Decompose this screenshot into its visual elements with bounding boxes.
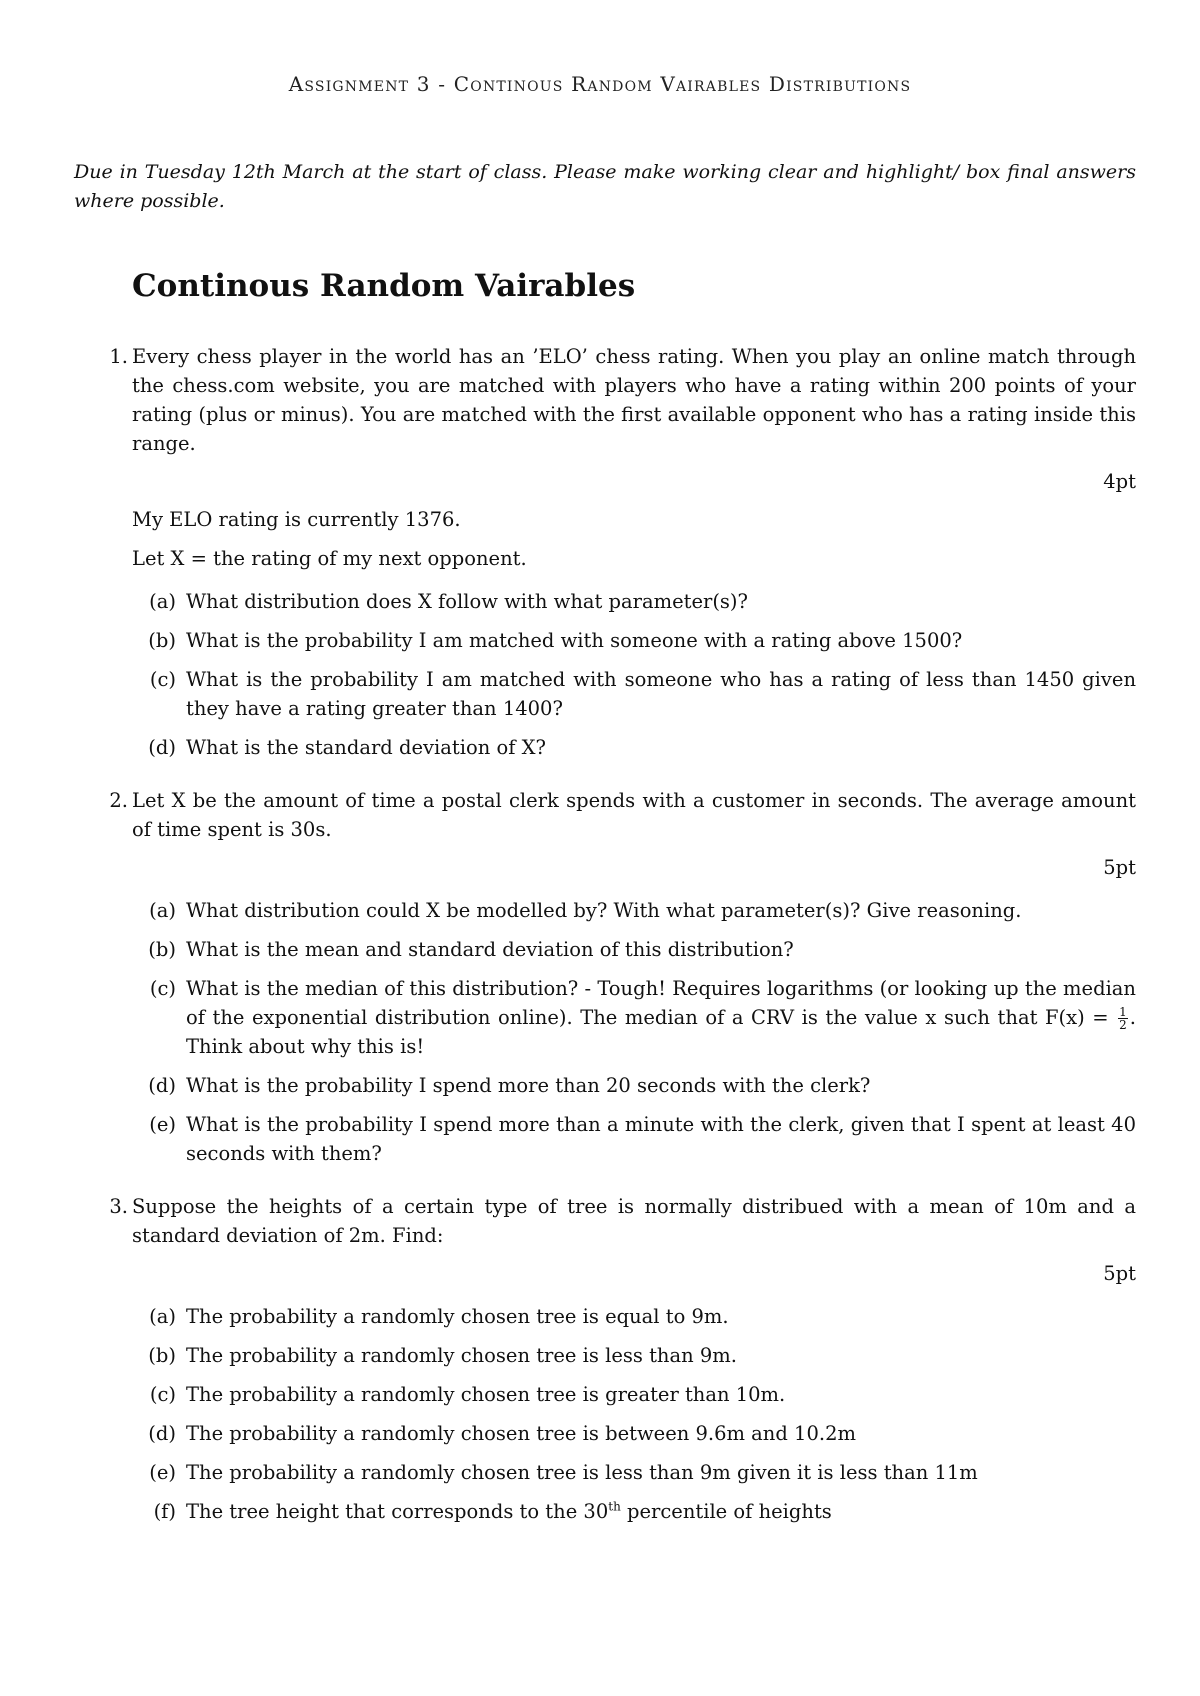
part-label: (b) bbox=[148, 629, 176, 652]
points-label: 4pt bbox=[1103, 470, 1136, 493]
part-text: The probability a randomly chosen tree is between 9.6m and 10.2m bbox=[186, 1422, 856, 1445]
questions-list bbox=[109, 342, 1136, 1550]
part-label: (c) bbox=[149, 668, 176, 691]
question-text: Suppose the heights of a certain type of tree is normally distribued with a mean of 10m and a standard deviation of 2m. Find: bbox=[132, 1195, 1136, 1247]
fraction-denominator: 2 bbox=[1119, 1018, 1127, 1032]
part-text: What is the median of this distribution? - Tough! Requires logarithms (or looking up the median of the exponential distribution online). The median of a CRV is the value x such that F(x) = bbox=[186, 977, 1136, 1029]
part-text: The tree height that corresponds to the 30 bbox=[186, 1500, 609, 1523]
points-label: 5pt bbox=[1103, 856, 1136, 879]
question-part bbox=[132, 1341, 1136, 1370]
part-label: (e) bbox=[149, 1461, 176, 1484]
part-text: What is the probability I am matched with someone who has a rating of less than 1450 given they have a rating greater than 1400? bbox=[186, 668, 1136, 720]
question-part bbox=[132, 974, 1136, 1061]
question-3 bbox=[109, 1192, 1136, 1526]
part-text: What is the probability I spend more than a minute with the clerk, given that I spent at least 40 seconds with them? bbox=[186, 1113, 1136, 1165]
question-number: 1. bbox=[109, 345, 128, 368]
question-part bbox=[132, 1497, 1136, 1526]
question-part bbox=[132, 1302, 1136, 1331]
question-part bbox=[132, 935, 1136, 964]
part-text: The probability a randomly chosen tree is less than 9m given it is less than 11m bbox=[186, 1461, 978, 1484]
part-text: What is the mean and standard deviation of this distribution? bbox=[186, 938, 794, 961]
part-label: (c) bbox=[149, 1383, 176, 1406]
question-text: Let X be the amount of time a postal clerk spends with a customer in seconds. The average amount of time spent is 30s. bbox=[132, 789, 1136, 841]
part-label: (a) bbox=[149, 590, 176, 613]
due-note: Due in Tuesday 12th March at the start of class. Please make working clear and highlight/ box final answers where possible. bbox=[74, 161, 1136, 212]
assignment-header: Assignment 3 - Continous Random Vairables Distributions bbox=[288, 72, 912, 96]
part-label: (d) bbox=[148, 736, 176, 759]
part-label: (b) bbox=[148, 1344, 176, 1367]
points-label: 5pt bbox=[1103, 1262, 1136, 1285]
part-label: (b) bbox=[148, 938, 176, 961]
part-label: (d) bbox=[148, 1422, 176, 1445]
question-paragraph: Let X = the rating of my next opponent. bbox=[132, 547, 527, 570]
question-part bbox=[132, 733, 1136, 762]
question-part bbox=[132, 587, 1136, 616]
section-title: Continous Random Vairables bbox=[132, 268, 636, 304]
question-part bbox=[132, 665, 1136, 723]
question-parts bbox=[132, 587, 1136, 762]
question-part bbox=[132, 896, 1136, 925]
question-parts bbox=[132, 896, 1136, 1168]
part-text: What distribution does X follow with what parameter(s)? bbox=[186, 590, 748, 613]
question-part bbox=[132, 1419, 1136, 1448]
question-part bbox=[132, 626, 1136, 655]
part-text: The probability a randomly chosen tree is equal to 9m. bbox=[186, 1305, 729, 1328]
question-part bbox=[132, 1071, 1136, 1100]
part-label: (f) bbox=[153, 1500, 176, 1523]
part-label: (e) bbox=[149, 1113, 176, 1136]
part-text: The probability a randomly chosen tree is less than 9m. bbox=[186, 1344, 737, 1367]
superscript: th bbox=[608, 1499, 621, 1514]
fraction-numerator: 1 bbox=[1119, 1005, 1127, 1019]
part-label: (a) bbox=[149, 899, 176, 922]
question-paragraph: My ELO rating is currently 1376. bbox=[132, 508, 461, 531]
part-text: What is the probability I spend more than 20 seconds with the clerk? bbox=[186, 1074, 871, 1097]
question-part bbox=[132, 1110, 1136, 1168]
question-text: Every chess player in the world has an ’ELO’ chess rating. When you play an online match through the chess.com website, you are matched with players who have a rating within 200 points of your rating (plus or minus). You are matched with the first available opponent who has a rating inside this range. bbox=[132, 345, 1136, 455]
question-part bbox=[132, 1380, 1136, 1409]
part-text: What distribution could X be modelled by? With what parameter(s)? Give reasoning. bbox=[186, 899, 1022, 922]
part-label: (c) bbox=[149, 977, 176, 1000]
part-text-after: percentile of heights bbox=[620, 1500, 832, 1523]
question-number: 2. bbox=[109, 789, 128, 812]
question-2 bbox=[109, 786, 1136, 1168]
part-text-after: . Think about why this is! bbox=[186, 1006, 1136, 1058]
part-label: (d) bbox=[148, 1074, 176, 1097]
question-number: 3. bbox=[109, 1195, 128, 1218]
fraction-one-half bbox=[1118, 1006, 1128, 1031]
part-text: What is the probability I am matched with someone with a rating above 1500? bbox=[186, 629, 963, 652]
question-1 bbox=[109, 342, 1136, 762]
question-part bbox=[132, 1458, 1136, 1487]
part-label: (a) bbox=[149, 1305, 176, 1328]
part-text: What is the standard deviation of X? bbox=[186, 736, 546, 759]
part-text: The probability a randomly chosen tree is greater than 10m. bbox=[186, 1383, 786, 1406]
question-parts bbox=[132, 1302, 1136, 1526]
